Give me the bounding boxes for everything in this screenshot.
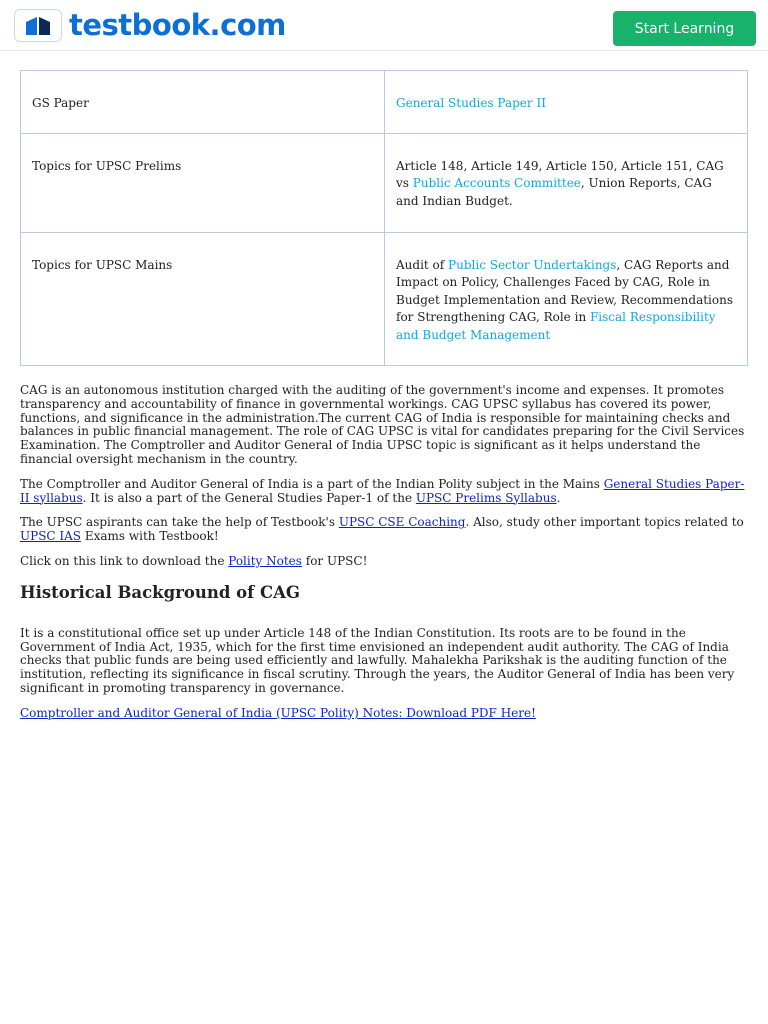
testbook-logo-icon (14, 9, 62, 42)
paragraph-text: Exams with Testbook! (81, 529, 219, 544)
table-key-cell: GS Paper (21, 71, 385, 134)
value-text: , CAG Reports and Impact on Policy, Challenges Faced by CAG, Role in Budget Implementation and Review, Recommendations for Strengthening CAG, Role in (396, 258, 733, 325)
download-pdf-link[interactable]: Comptroller and Auditor General of India (UPSC Polity) Notes: Download PDF Here! (20, 705, 536, 720)
logo-text: testbook.com (69, 8, 286, 42)
coaching-paragraph (20, 516, 750, 544)
section-body: It is a constitutional office set up under Article 148 of the Indian Constitution. Its roots are to be found in the Government of India Act, 1935, which for the first time envisioned an independent audit authority. The CAG of India checks that public funds are being used efficiently and lawfully. Mahalekha Parikshak is the auditing function of the institution, reflecting its significance in fiscal scrutiny. Through the years, the Auditor General of India has been very significant in promoting transparency in governance. (20, 625, 735, 695)
value-text: Article 148, Article 149, Article 150, Article 151, CAG vs (396, 159, 724, 191)
table-row (21, 71, 748, 134)
public-sector-undertakings-link[interactable]: Public Sector Undertakings (448, 258, 617, 272)
polity-notes-paragraph (20, 555, 750, 569)
paragraph-text: . Also, study other important topics related to (465, 515, 744, 530)
site-logo[interactable] (14, 9, 286, 42)
paragraph-text: The UPSC aspirants can take the help of Testbook's (20, 515, 339, 530)
table-key-cell: Topics for UPSC Mains (21, 233, 385, 366)
table-value-cell (385, 233, 748, 366)
paragraph-text: . It is also a part of the General Studies Paper-1 of the (82, 490, 416, 505)
paragraph-text: The Comptroller and Auditor General of India is a part of the Indian Polity subject in the Mains (20, 476, 604, 491)
table-row (21, 233, 748, 366)
article-content (20, 384, 750, 732)
upsc-prelims-syllabus-link[interactable]: UPSC Prelims Syllabus (415, 490, 557, 505)
upsc-ias-link[interactable]: UPSC IAS (20, 529, 82, 544)
paragraph-text: . (556, 490, 561, 505)
value-text: Audit of (396, 258, 449, 272)
intro-paragraph: CAG is an autonomous institution charged with the auditing of the government's income and expenses. It promotes transparency and accountability of finance in governmental workings. CAG UPSC syllabus has covered its power, functions, and significance in the administration.The current CAG of India is responsible for maintaining checks and balances in public financial management. The role of CAG UPSC is vital for candidates preparing for the Civil Services Examination. The Comptroller and Auditor General of India UPSC topic is significant as it helps understand the financial oversight mechanism in the country. (20, 383, 745, 466)
gs-paper-ii-syllabus-link[interactable]: General Studies Paper-II syllabus (20, 476, 745, 505)
table-value-cell (385, 134, 748, 233)
syllabus-paragraph (20, 478, 750, 506)
site-header (0, 0, 768, 51)
table-value-cell (385, 71, 748, 134)
value-text: , Union Reports, CAG and Indian Budget. (396, 176, 712, 208)
syllabus-table (20, 70, 748, 366)
paragraph-text: Click on this link to download the (20, 553, 229, 568)
gs-paper-link[interactable]: General Studies Paper II (396, 96, 546, 110)
start-learning-button[interactable]: Start Learning (613, 11, 756, 46)
upsc-cse-coaching-link[interactable]: UPSC CSE Coaching (338, 515, 466, 530)
polity-notes-link[interactable]: Polity Notes (228, 553, 302, 568)
paragraph-text: for UPSC! (301, 553, 368, 568)
section-heading: Historical Background of CAG (20, 582, 300, 602)
download-paragraph (20, 707, 750, 721)
public-accounts-committee-link[interactable]: Public Accounts Committee (412, 176, 581, 191)
table-row (21, 134, 748, 233)
table-key-cell: Topics for UPSC Prelims (21, 134, 385, 233)
fiscal-responsibility-link[interactable]: Fiscal Responsibility and Budget Management (396, 310, 716, 342)
